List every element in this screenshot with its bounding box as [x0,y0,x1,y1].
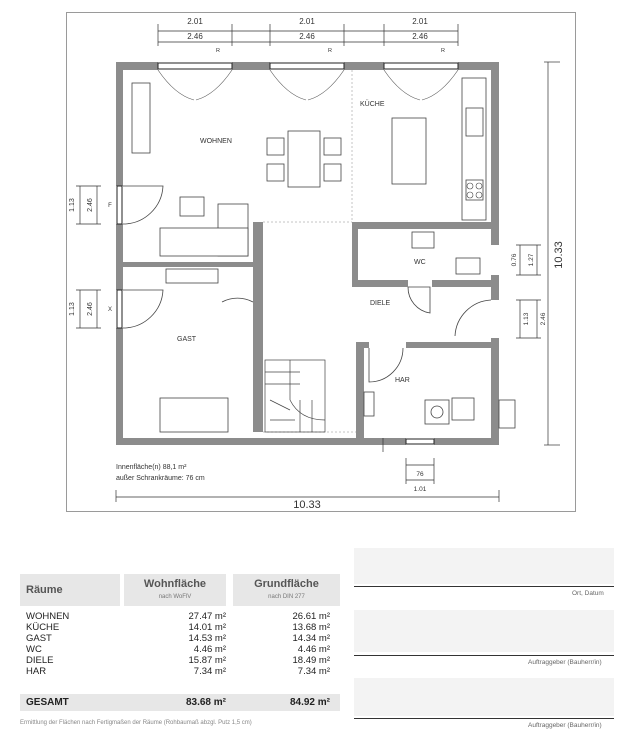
room-wf: 14.53 m² [188,633,226,644]
header-gf-sub: nach DIN 277 [268,594,305,600]
left-dim-1-outer: 1.13 [69,198,76,212]
total-gf: 84.92 m² [289,697,330,708]
header-wf-sub: nach WoFlV [158,594,192,600]
room-label-diele: DIELE [370,300,391,307]
room-label-wc: WC [414,259,426,266]
table-row [20,656,340,666]
room-name: DIELE [26,655,54,666]
room-wf: 7.34 m² [193,666,226,677]
room-label-kueche: KÜCHE [360,101,385,108]
kitchen-counter [392,78,486,220]
door-dim-bottom: 1.01 [413,486,427,493]
left-dim-2-mark: X [107,307,113,313]
signature-line [354,655,614,656]
room-gf: 14.34 m² [292,633,330,644]
plan-note-line-2: außer Schrankräume: 76 cm [116,475,205,482]
top-dim-1-outer: 2.01 [187,17,203,26]
header-wf-label: Wohnfläche [143,578,207,590]
table-row [20,634,340,644]
top-dim-3-inner: 2.46 [412,32,428,41]
top-dim-2-inner: 2.46 [299,32,315,41]
door-dim-top: 76 [416,471,424,478]
signature-line [354,586,614,587]
header-room [20,574,120,606]
left-dim-1-mark: F [108,203,112,209]
table-row [20,623,340,633]
room-gf: 7.34 m² [297,666,330,677]
room-wf: 4.46 m² [193,644,226,655]
room-gf: 18.49 m² [292,655,330,666]
living-furniture [132,83,341,283]
floor-plan [66,12,576,512]
left-dim-1-inner: 2.46 [87,198,94,212]
room-name: GAST [26,633,52,644]
header-room-label: Räume [26,584,63,596]
overall-height: 10.33 [553,241,565,269]
plan-note-line-1: Innenfläche(n) 88,1 m² [116,464,187,471]
signature-line [354,718,614,719]
header-grundflaeche [233,574,340,606]
right-dim-2-inner: 2.46 [540,312,547,326]
header-gf-label: Grundfläche [254,578,319,590]
top-dim-3-outer: 2.01 [412,17,428,26]
client-2-label: Auftraggeber (Bauherr/in) [528,722,602,729]
room-name: HAR [26,666,47,677]
client-1-label: Auftraggeber (Bauherr/in) [528,659,602,666]
right-dim-1-inner: 1.27 [528,253,535,267]
signature-field-client-2[interactable] [354,678,614,716]
room-gf: 13.68 m² [292,622,330,633]
room-name: WOHNEN [26,611,70,622]
room-gf: 26.61 m² [292,611,330,622]
wc-fixtures [412,232,480,274]
total-row [20,694,340,711]
place-date-label: Ort, Datum [572,590,604,597]
room-name: KÜCHE [26,622,60,633]
top-dim-2-mark: R [328,48,332,54]
signature-field-place-date[interactable] [354,548,614,584]
right-dim-1-outer: 0.76 [511,253,518,267]
room-wf: 27.47 m² [188,611,226,622]
table-row [20,667,340,677]
left-dim-2-inner: 2.46 [87,302,94,316]
room-name: WC [26,644,42,655]
total-label: GESAMT [26,697,69,708]
signature-field-client-1[interactable] [354,610,614,652]
top-dim-1-mark: R [216,48,220,54]
room-label-wohnen: WOHNEN [200,138,232,145]
left-dim-2-outer: 1.13 [69,302,76,316]
top-dim-1-inner: 2.46 [187,32,203,41]
table-row [20,645,340,655]
header-wohnflaeche [124,574,226,606]
room-label-har: HAR [395,377,410,384]
room-label-gast: GAST [177,336,197,343]
room-wf: 15.87 m² [188,655,226,666]
staircase [265,360,325,432]
room-gf: 4.46 m² [297,644,330,655]
room-wf: 14.01 m² [188,622,226,633]
dashed-zone-lines [263,70,356,432]
gast-furniture [160,398,228,432]
window-swing-arcs [158,70,458,100]
area-footnote: Ermittlung der Flächen nach Fertigmaßen der Räume (Rohbaumaß abzgl. Putz 1,5 cm) [20,720,252,726]
total-wf: 83.68 m² [185,697,226,708]
top-dim-3-mark: R [441,48,445,54]
overall-width: 10.33 [293,499,321,511]
table-row [20,612,340,622]
top-dim-2-outer: 2.01 [299,17,315,26]
right-dim-2-outer: 1.13 [523,312,530,326]
